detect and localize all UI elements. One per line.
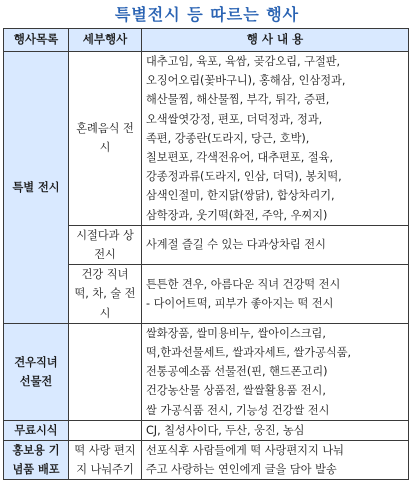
content-wedding-food [142, 52, 409, 226]
content-line: 쌀 가공식품 전시, 기능성 건강쌀 전시 [146, 403, 330, 417]
content-line: 전통공예소품 선물전(핀, 핸드폰고리) [146, 365, 328, 379]
header-category: 행사목록 [4, 29, 69, 52]
content-line: 튼튼한 견우, 아름다운 직녀 건강떡 전시 [146, 277, 341, 291]
content-line: 선포식후 사람들에게 떡 사랑편지지 나눠 [146, 444, 344, 458]
content-line: 쌀화장품, 쌀미용비누, 쌀아이스크림, [146, 326, 326, 340]
subevent-wedding-food: 혼례음식 전시 [69, 52, 142, 226]
content-line: 오색쌀엿강정, 편포, 더덕정과, 정과, [146, 112, 323, 126]
content-health-exhibit [142, 265, 409, 324]
content-line: 족편, 강종란(도라지, 당근, 호박), [146, 131, 310, 145]
category-gift-exhibition: 견우직녀 선물전 [4, 323, 69, 420]
subevent-letter-paper: 떡 사랑 편지지 나눠주기 [69, 441, 142, 480]
content-line: 건강농산물 상품전, 쌀쌀활용품 전시, [146, 384, 326, 398]
content-seasonal-tea: 사계절 즐길 수 있는 다과상차림 전시 [142, 225, 409, 264]
content-free-tasting: CJ, 칠성사이다, 두산, 웅진, 농심 [142, 420, 409, 440]
subevent-empty [69, 420, 142, 440]
table-row [4, 323, 409, 420]
page-title: 특별전시 등 따르는 행사 [114, 5, 300, 24]
content-line: 해산물찜, 해산물찜, 부각, 튀각, 증편, [146, 93, 330, 107]
subevent-health-exhibit: 건강 직녀 떡, 차, 술 전시 [69, 265, 142, 324]
subevent-empty [69, 323, 142, 420]
content-line: - 다이어트떡, 피부가 좋아지는 떡 전시 [146, 297, 334, 311]
category-promo-souvenir: 홍보용 기념품 배포 [4, 441, 69, 480]
table-row [4, 441, 409, 480]
content-line: 떡,한과선물세트, 쌀과자세트, 쌀가공식품, [146, 346, 352, 360]
content-gift-exhibition [142, 323, 409, 420]
content-line: 삼색인절미, 한지닭(쌍닭), 합상차리기, [146, 189, 335, 203]
event-table [3, 28, 409, 480]
header-content: 행 사 내 용 [142, 29, 409, 52]
content-line: 삼학장과, 웃기떡(화전, 주악, 우찌지) [146, 208, 328, 222]
content-line: 대추고임, 육포, 육쌈, 곶감오림, 구절판, [146, 55, 341, 68]
table-row [4, 420, 409, 440]
subevent-seasonal-tea: 시절다과 상 전시 [69, 225, 142, 264]
content-letter-paper [142, 441, 409, 480]
table-header-row [4, 29, 409, 52]
header-subevent: 세부행사 [69, 29, 142, 52]
content-line: 칠보편포, 각색전유어, 대추편포, 절육, [146, 151, 334, 165]
table-row [4, 52, 409, 226]
category-special-exhibition: 특별 전시 [4, 52, 69, 324]
category-free-tasting: 무료시식 [4, 420, 69, 440]
content-line: 주고 사랑하는 연인에게 글을 담아 발송 [146, 463, 337, 477]
content-line: 강종정과류(도라지, 인삼, 더덕), 봉치떡, [146, 170, 342, 184]
content-line: 오징어오림(꽃바구니), 홍해삼, 인삼정과, [146, 74, 346, 88]
